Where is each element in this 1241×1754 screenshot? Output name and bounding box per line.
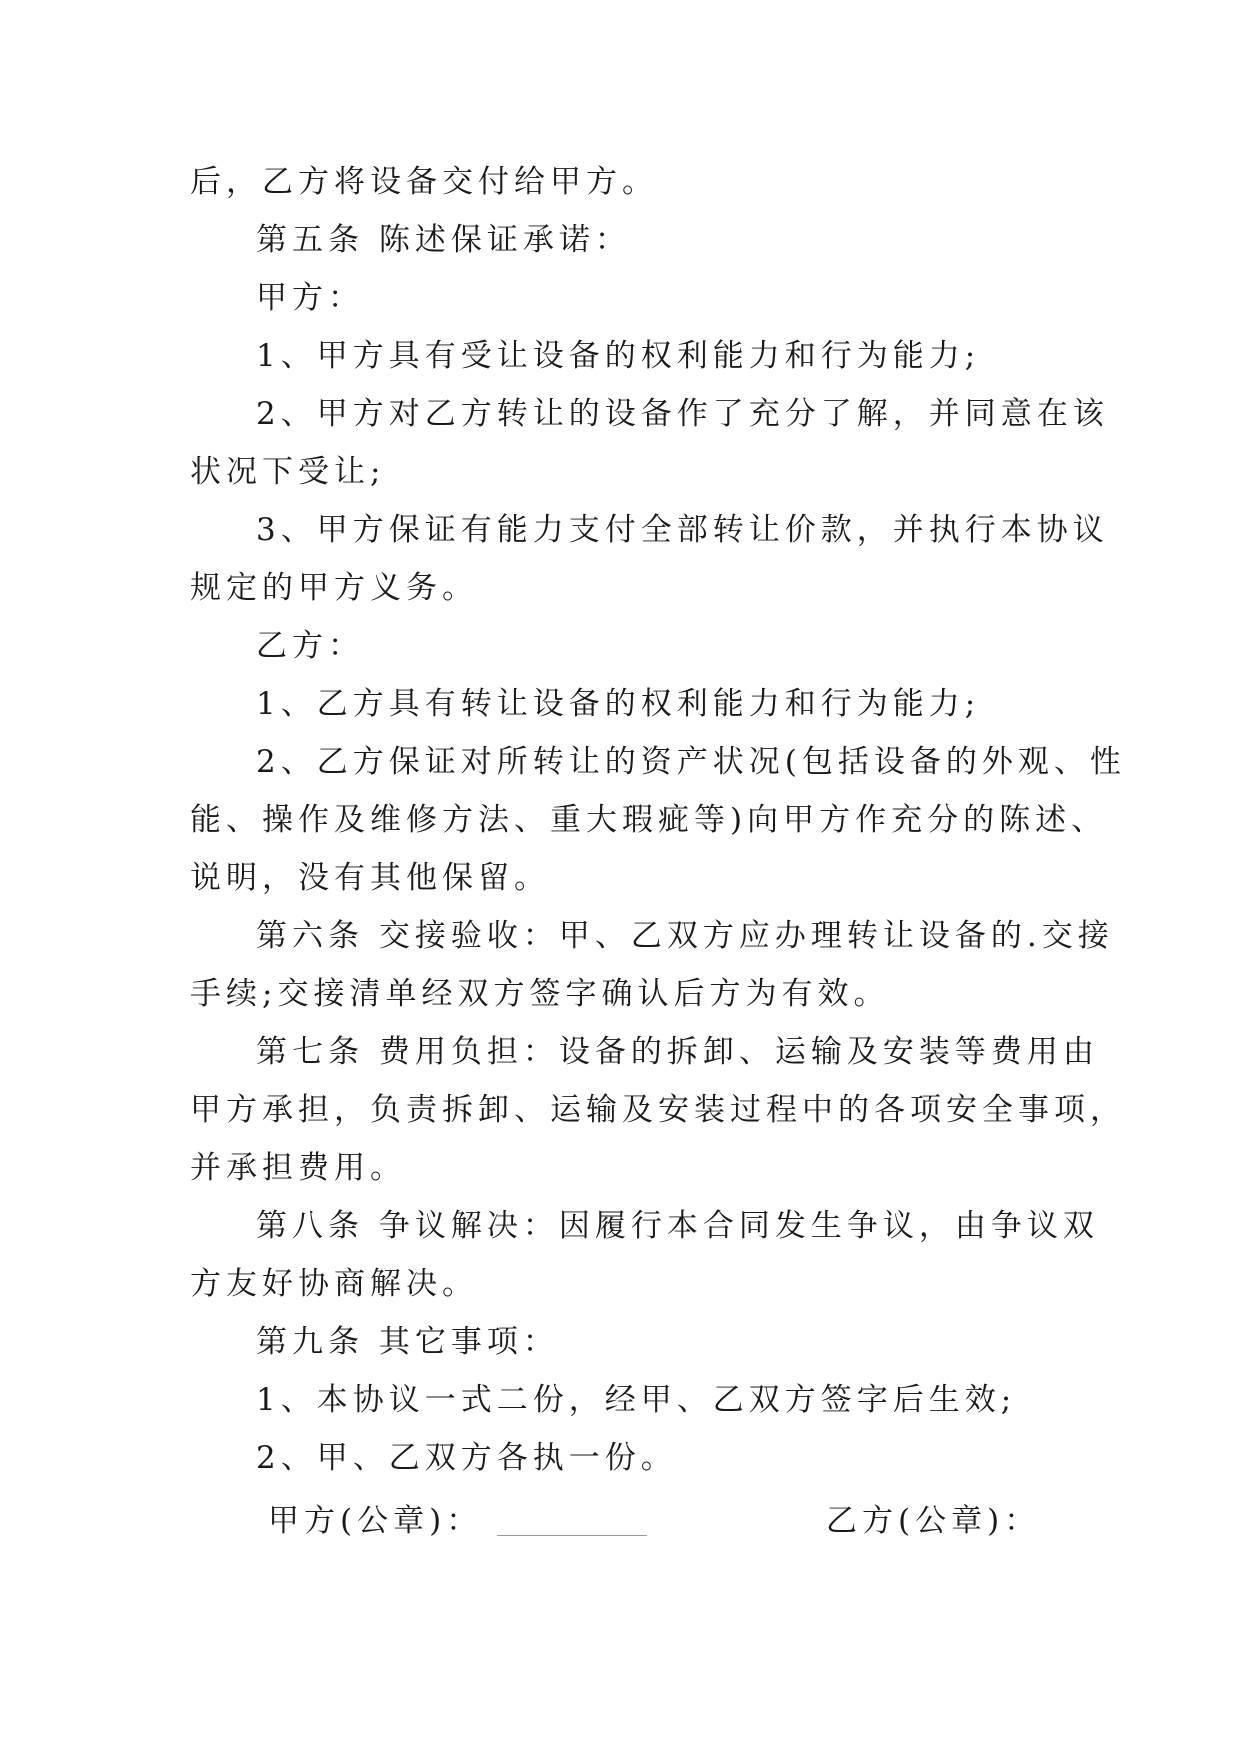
text-line: 1、本协议一式二份，经甲、乙双方签字后生效;: [256, 1382, 1017, 1418]
text-line: 状况下受让;: [190, 454, 386, 490]
party-a-seal-label: 甲方(公章)：: [268, 1503, 483, 1539]
text-line: 后，乙方将设备交付给甲方。: [190, 164, 658, 200]
text-line: 1、乙方具有转让设备的权利能力和行为能力;: [256, 686, 981, 722]
text-line: 并承担费用。: [190, 1150, 406, 1186]
article-6-heading: 第六条 交接验收：甲、乙双方应办理转让设备的.交接: [256, 918, 1114, 954]
text-line: 2、乙方保证对所转让的资产状况(包括设备的外观、性: [256, 744, 1126, 780]
party-b-heading: 乙方：: [256, 628, 364, 664]
text-line: 方友好协商解决。: [190, 1266, 478, 1302]
text-line: 甲方承担，负责拆卸、运输及安装过程中的各项安全事项，: [190, 1092, 1126, 1128]
text-line: 能、操作及维修方法、重大瑕疵等)向甲方作充分的陈述、: [190, 802, 1108, 838]
party-a-heading: 甲方：: [256, 280, 364, 316]
text-line: 1、甲方具有受让设备的权利能力和行为能力;: [256, 338, 981, 374]
text-line: 2、甲、乙双方各执一份。: [256, 1440, 677, 1476]
text-line: 3、甲方保证有能力支付全部转让价款，并执行本协议: [256, 512, 1109, 548]
text-line: 规定的甲方义务。: [190, 570, 478, 606]
text-line: 说明，没有其他保留。: [190, 860, 550, 896]
article-7-heading: 第七条 费用负担：设备的拆卸、运输及安装等费用由: [256, 1034, 1099, 1070]
text-line: 2、甲方对乙方转让的设备作了充分了解，并同意在该: [256, 396, 1109, 432]
article-8-heading: 第八条 争议解决：因履行本合同发生争议，由争议双: [256, 1208, 1099, 1244]
party-a-signature-line: [497, 1535, 647, 1536]
article-9-heading: 第九条 其它事项：: [256, 1324, 559, 1360]
article-5-heading: 第五条 陈述保证承诺：: [256, 222, 631, 258]
party-b-seal-label: 乙方(公章)：: [826, 1503, 1041, 1539]
text-line: 手续;交接清单经双方签字确认后方为有效。: [190, 976, 890, 1012]
